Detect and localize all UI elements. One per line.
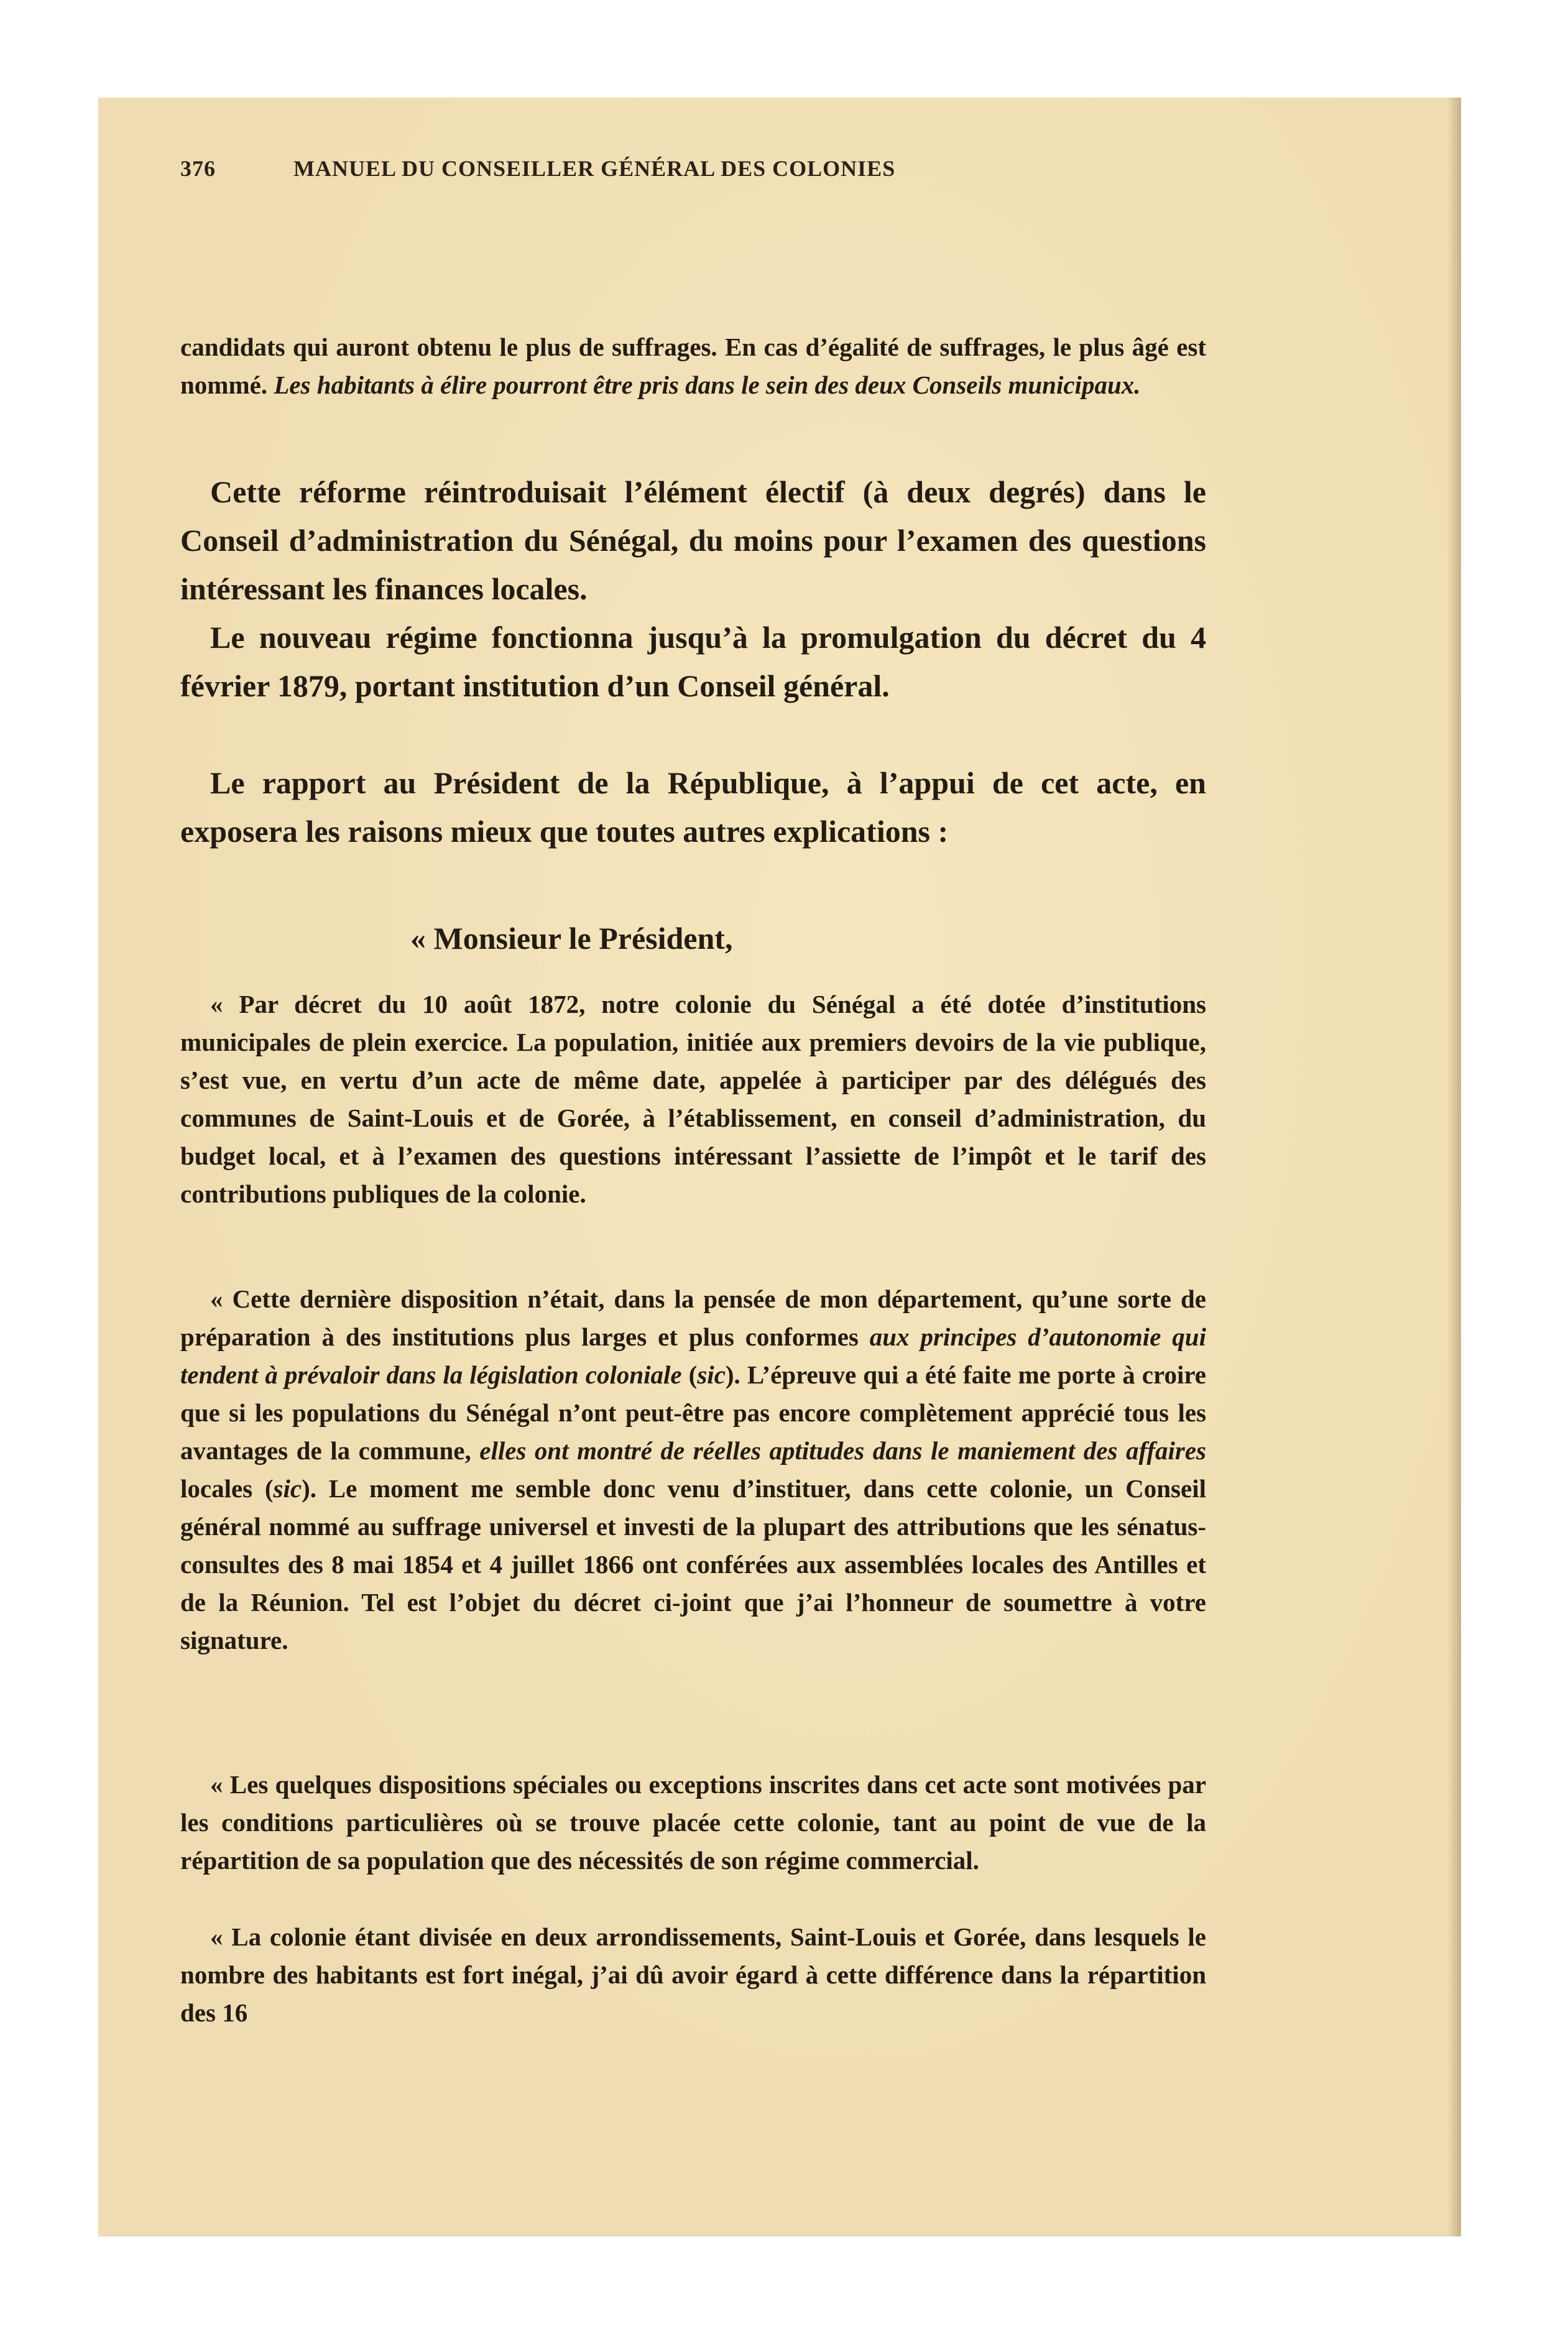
italic-run: elles ont montré de réelles aptitudes dans le maniement des affaires: [479, 1436, 1207, 1465]
paragraph-new-regime: Le nouveau régime fonctionna jusqu’à la promulgation du décret du 4 février 1879, portant institution d’un Conseil général.: [180, 620, 1206, 703]
salutation: « Monsieur le Président,: [410, 921, 733, 956]
text-run: candidats qui auront obtenu le plus de suffrages. En cas d’égalité de suffrages, le plus âgé est nommé.: [180, 333, 1206, 399]
text-run: « Cette dernière disposition n’était, dans la pensée de mon département, qu’une sorte de préparation à des institutions plus larges et plus conformes: [180, 1285, 1206, 1351]
text-run: locales (: [180, 1474, 274, 1503]
italic-run: sic: [697, 1360, 726, 1389]
paragraph-reform: Cette réforme réintroduisait l’élément électif (à deux degrés) dans le Conseil d’administration du Sénégal, du moins pour l’examen des questions intéressant les finances locales.: [180, 474, 1206, 606]
italic-run: Les habitants à élire pourront être pris dans le sein des deux Conseils municipaux.: [274, 371, 1141, 399]
paragraph-continuation: [180, 328, 1206, 404]
quote-paragraph-2: [180, 1280, 1206, 1659]
running-header: [180, 155, 1349, 193]
paragraph-report: Le rapport au Président de la République, à l’appui de cet acte, en exposera les raisons mieux que toutes autres explications :: [180, 765, 1206, 849]
quote-paragraph-4: « La colonie étant divisée en deux arrondissements, Saint-Louis et Gorée, dans lesquels le nombre des habitants est fort inégal, j’ai dû avoir égard à cette différence dans la répartition des 16: [180, 1922, 1206, 2027]
page-number: 376: [180, 156, 216, 181]
page-edge-shadow: [1447, 98, 1461, 2236]
text-run: ). L’épreuve qui a été faite me porte à croire que si les populations du Sénégal n’ont peut-être pas encore complètement apprécié tous les avantages de la commune,: [180, 1360, 1207, 1465]
running-title: MANUEL DU CONSEILLER GÉNÉRAL DES COLONIES: [293, 156, 896, 181]
text-run: (: [681, 1360, 698, 1389]
quote-paragraph-1: « Par décret du 10 août 1872, notre colonie du Sénégal a été dotée d’institutions municipales de plein exercice. La population, initiée aux premiers devoirs de la vie publique, s’est vue, en vertu d’un acte de même date, appelée à participer par des délégués des communes de Saint-Louis et de Gorée, à l’établissement, en conseil d’administration, du budget local, et à l’examen des questions intéressant l’assiette de l’impôt et le tarif des contributions publiques de la colonie.: [180, 990, 1206, 1208]
italic-run: aux principes d’autonomie qui tendent à prévaloir dans la législation coloniale: [180, 1322, 1206, 1389]
quote-paragraph-3: « Les quelques dispositions spéciales ou exceptions inscrites dans cet acte sont motivées par les conditions particulières où se trouve placée cette colonie, tant au point de vue de la répartition de sa population que des nécessités de son régime commercial.: [180, 1770, 1206, 1875]
italic-run: sic: [273, 1474, 302, 1503]
text-run: ). Le moment me semble donc venu d’instituer, dans cette colonie, un Conseil général nommé au suffrage universel et investi de la plupart des attributions que les sénatus-consultes des 8 mai 1854 et 4 juillet 1866 ont conférées aux assemblées locales des Antilles et de la Réunion. Tel est l’objet du décret ci-joint que j’ai l’honneur de soumettre à votre signature.: [180, 1474, 1206, 1654]
